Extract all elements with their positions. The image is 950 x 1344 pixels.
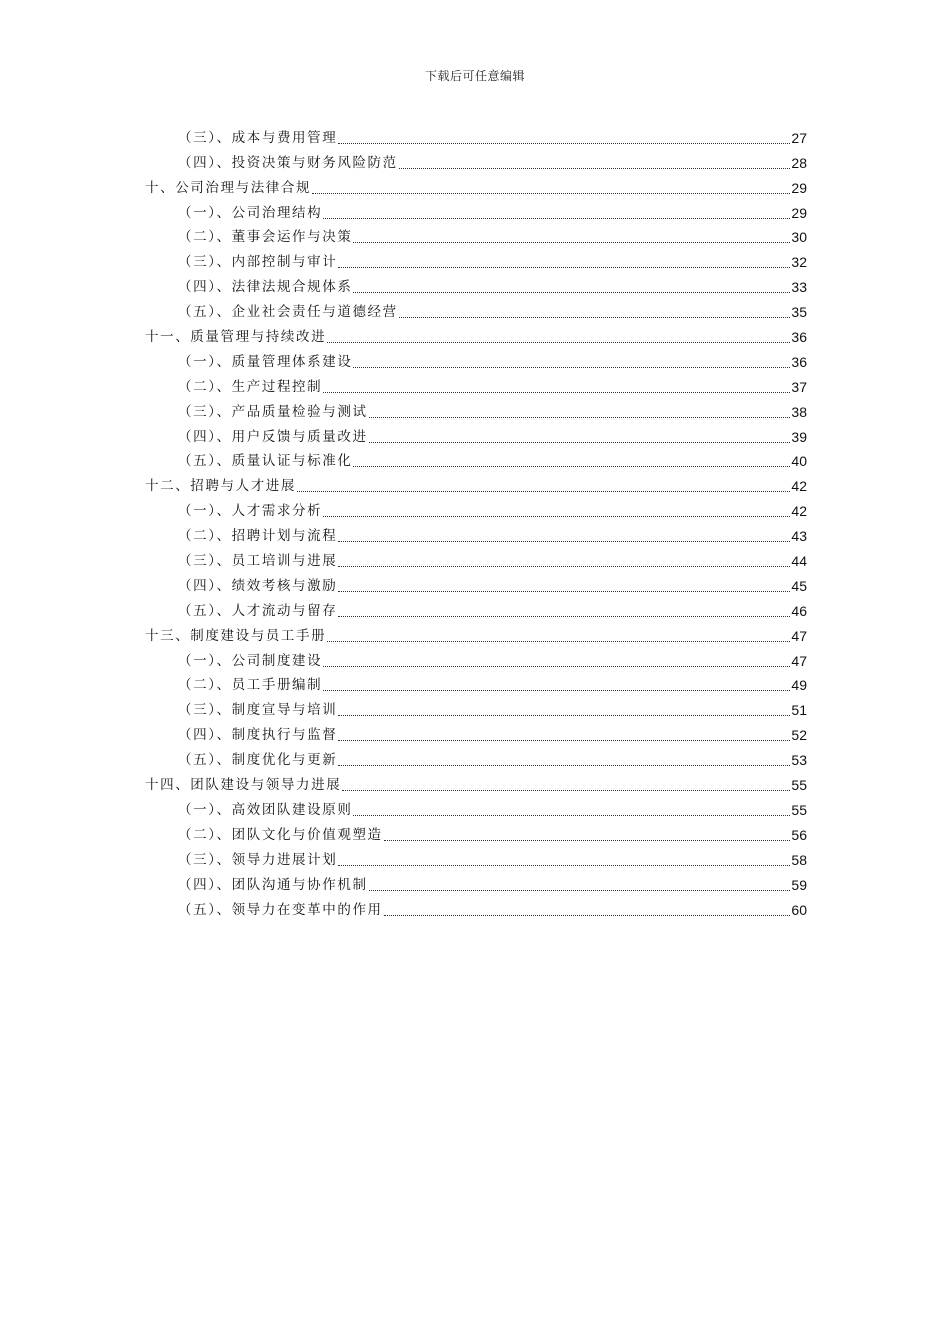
toc-section-entry[interactable] <box>178 897 807 922</box>
toc-entry-page-number: 58 <box>791 851 807 868</box>
toc-dot-leader <box>312 193 790 194</box>
toc-entry-title: （四）、法律法规合规体系 <box>178 279 353 296</box>
toc-entry-title: （二）、员工手册编制 <box>178 677 323 694</box>
toc-entry-page-number: 55 <box>791 777 807 794</box>
toc-dot-leader <box>399 317 791 318</box>
toc-entry-page-number: 44 <box>791 553 807 570</box>
toc-entry-page-number: 47 <box>791 627 807 644</box>
toc-entry-page-number: 32 <box>791 254 807 271</box>
toc-entry-title: （五）、制度优化与更新 <box>178 752 338 769</box>
toc-entry-title: （三）、员工培训与进展 <box>178 553 338 570</box>
toc-entry-page-number: 60 <box>791 901 807 918</box>
toc-entry-page-number: 51 <box>791 702 807 719</box>
toc-dot-leader <box>323 666 790 667</box>
toc-entry-title: （四）、绩效考核与激励 <box>178 577 338 594</box>
table-of-contents <box>0 125 950 922</box>
toc-section-entry[interactable] <box>178 125 807 150</box>
toc-dot-leader <box>338 566 790 567</box>
toc-section-entry[interactable] <box>178 274 807 299</box>
toc-chapter-entry[interactable] <box>145 623 807 648</box>
toc-section-entry[interactable] <box>178 822 807 847</box>
toc-entry-page-number: 52 <box>791 727 807 744</box>
toc-section-entry[interactable] <box>178 573 807 598</box>
toc-dot-leader <box>297 491 790 492</box>
toc-dot-leader <box>323 690 790 691</box>
toc-section-entry[interactable] <box>178 424 807 449</box>
toc-dot-leader <box>338 715 790 716</box>
toc-entry-page-number: 28 <box>791 154 807 171</box>
toc-entry-page-number: 29 <box>791 179 807 196</box>
toc-chapter-entry[interactable] <box>145 772 807 797</box>
toc-entry-title: （三）、制度宣导与培训 <box>178 702 338 719</box>
toc-section-entry[interactable] <box>178 200 807 225</box>
toc-dot-leader <box>384 840 791 841</box>
toc-entry-title: 十三、制度建设与员工手册 <box>145 627 327 644</box>
page-header: 下载后可任意编辑 <box>424 69 525 83</box>
toc-entry-page-number: 47 <box>791 652 807 669</box>
toc-entry-page-number: 27 <box>791 129 807 146</box>
toc-section-entry[interactable] <box>178 150 807 175</box>
toc-entry-title: （三）、内部控制与审计 <box>178 254 338 271</box>
toc-dot-leader <box>384 915 791 916</box>
toc-entry-page-number: 36 <box>791 353 807 370</box>
toc-dot-leader <box>338 541 790 542</box>
toc-entry-title: （五）、质量认证与标准化 <box>178 453 353 470</box>
toc-dot-leader <box>338 765 790 766</box>
toc-entry-title: （一）、人才需求分析 <box>178 503 323 520</box>
toc-entry-page-number: 30 <box>791 229 807 246</box>
toc-section-entry[interactable] <box>178 449 807 474</box>
toc-entry-title: （四）、投资决策与财务风险防范 <box>178 154 398 171</box>
toc-entry-title: （二）、团队文化与价值观塑造 <box>178 826 383 843</box>
toc-entry-page-number: 35 <box>791 304 807 321</box>
toc-dot-leader <box>323 218 790 219</box>
toc-section-entry[interactable] <box>178 872 807 897</box>
toc-entry-title: （四）、制度执行与监督 <box>178 727 338 744</box>
toc-dot-leader <box>323 516 790 517</box>
toc-entry-page-number: 33 <box>791 279 807 296</box>
toc-entry-page-number: 43 <box>791 528 807 545</box>
toc-dot-leader <box>369 442 791 443</box>
toc-entry-title: 十一、质量管理与持续改进 <box>145 329 327 346</box>
toc-entry-title: （四）、用户反馈与质量改进 <box>178 428 368 445</box>
toc-entry-page-number: 37 <box>791 378 807 395</box>
toc-entry-title: （五）、领导力在变革中的作用 <box>178 901 383 918</box>
toc-entry-title: （五）、企业社会责任与道德经营 <box>178 304 398 321</box>
toc-entry-title: （三）、领导力进展计划 <box>178 851 338 868</box>
toc-section-entry[interactable] <box>178 697 807 722</box>
toc-dot-leader <box>327 342 790 343</box>
toc-entry-title: （三）、产品质量检验与测试 <box>178 403 368 420</box>
toc-section-entry[interactable] <box>178 299 807 324</box>
toc-section-entry[interactable] <box>178 374 807 399</box>
toc-entry-title: （五）、人才流动与留存 <box>178 602 338 619</box>
toc-entry-page-number: 55 <box>791 801 807 818</box>
toc-section-entry[interactable] <box>178 598 807 623</box>
toc-section-entry[interactable] <box>178 523 807 548</box>
toc-entry-title: （一）、质量管理体系建设 <box>178 353 353 370</box>
toc-entry-title: （一）、高效团队建设原则 <box>178 801 353 818</box>
toc-chapter-entry[interactable] <box>145 175 807 200</box>
toc-dot-leader <box>353 367 790 368</box>
toc-entry-page-number: 49 <box>791 677 807 694</box>
toc-entry-title: （一）、公司治理结构 <box>178 204 323 221</box>
toc-section-entry[interactable] <box>178 722 807 747</box>
toc-entry-page-number: 38 <box>791 403 807 420</box>
toc-dot-leader <box>338 591 790 592</box>
toc-section-entry[interactable] <box>178 399 807 424</box>
toc-entry-title: （一）、公司制度建设 <box>178 652 323 669</box>
toc-dot-leader <box>353 242 790 243</box>
toc-entry-title: （三）、成本与费用管理 <box>178 129 338 146</box>
toc-entry-page-number: 53 <box>791 752 807 769</box>
toc-section-entry[interactable] <box>178 249 807 274</box>
toc-dot-leader <box>353 466 790 467</box>
toc-entry-page-number: 29 <box>791 204 807 221</box>
toc-entry-page-number: 42 <box>791 503 807 520</box>
toc-section-entry[interactable] <box>178 847 807 872</box>
toc-dot-leader <box>338 865 790 866</box>
toc-entry-title: （二）、招聘计划与流程 <box>178 528 338 545</box>
toc-chapter-entry[interactable] <box>145 473 807 498</box>
toc-dot-leader <box>338 267 790 268</box>
toc-dot-leader <box>338 616 790 617</box>
toc-dot-leader <box>323 392 790 393</box>
toc-entry-title: 十四、团队建设与领导力进展 <box>145 777 342 794</box>
toc-chapter-entry[interactable] <box>145 324 807 349</box>
toc-dot-leader <box>353 815 790 816</box>
toc-entry-page-number: 36 <box>791 329 807 346</box>
toc-entry-page-number: 46 <box>791 602 807 619</box>
toc-entry-page-number: 56 <box>791 826 807 843</box>
toc-dot-leader <box>399 168 791 169</box>
toc-entry-title: （二）、董事会运作与决策 <box>178 229 353 246</box>
toc-entry-page-number: 42 <box>791 478 807 495</box>
toc-entry-title: 十二、招聘与人才进展 <box>145 478 296 495</box>
toc-dot-leader <box>338 143 790 144</box>
toc-dot-leader <box>369 417 791 418</box>
toc-section-entry[interactable] <box>178 648 807 673</box>
toc-section-entry[interactable] <box>178 747 807 772</box>
toc-section-entry[interactable] <box>178 548 807 573</box>
toc-entry-title: 十、公司治理与法律合规 <box>145 179 312 196</box>
toc-dot-leader <box>327 641 790 642</box>
toc-section-entry[interactable] <box>178 797 807 822</box>
toc-entry-page-number: 40 <box>791 453 807 470</box>
toc-section-entry[interactable] <box>178 498 807 523</box>
toc-entry-page-number: 45 <box>791 577 807 594</box>
toc-section-entry[interactable] <box>178 225 807 250</box>
toc-dot-leader <box>353 292 790 293</box>
toc-dot-leader <box>338 740 790 741</box>
toc-dot-leader <box>369 890 791 891</box>
toc-entry-title: （四）、团队沟通与协作机制 <box>178 876 368 893</box>
toc-section-entry[interactable] <box>178 673 807 698</box>
toc-section-entry[interactable] <box>178 349 807 374</box>
toc-entry-page-number: 39 <box>791 428 807 445</box>
toc-entry-title: （二）、生产过程控制 <box>178 378 323 395</box>
toc-entry-page-number: 59 <box>791 876 807 893</box>
toc-dot-leader <box>342 790 790 791</box>
